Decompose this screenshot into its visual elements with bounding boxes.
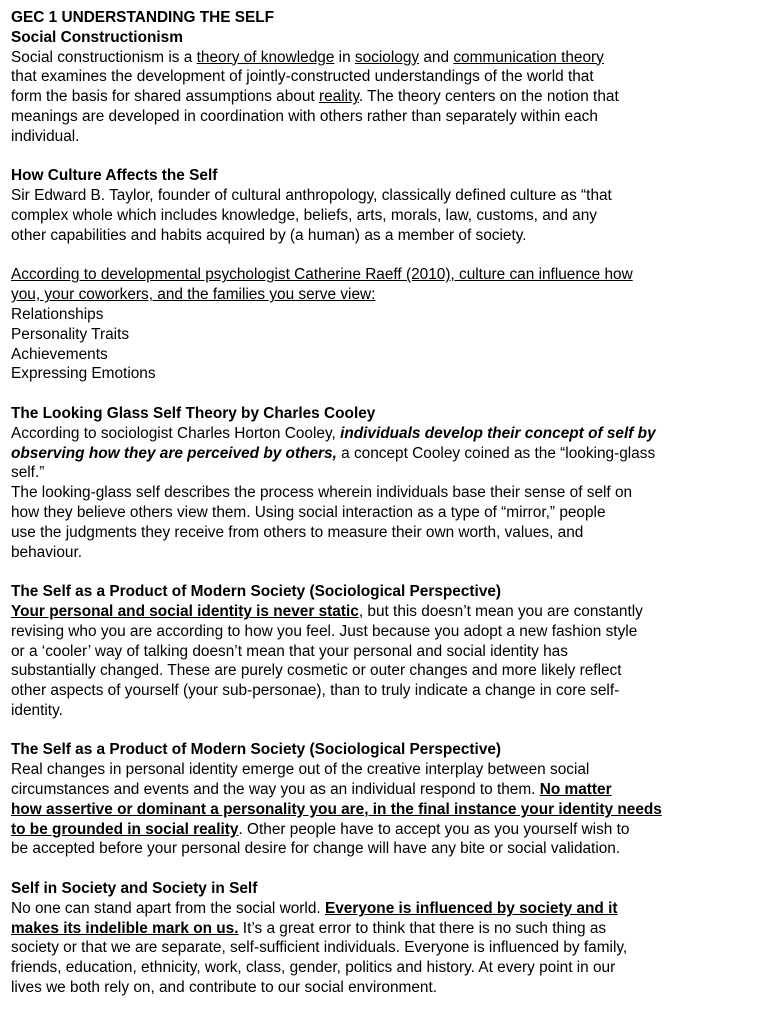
heading-culture-affects-self: How Culture Affects the Self	[11, 167, 218, 185]
emphasis-text: Your personal and social identity is never static	[11, 602, 359, 620]
paragraph-line	[11, 899, 758, 919]
heading-modern-society-2: The Self as a Product of Modern Society (Sociological Perspective)	[11, 741, 502, 759]
paragraph-line	[11, 919, 758, 939]
emphasis-text: observing how they are perceived by others,	[11, 444, 337, 462]
text-run: and	[419, 48, 454, 66]
link-sociology[interactable]: sociology	[354, 48, 420, 66]
text-run: , but this doesn’t mean you are constantly	[358, 602, 643, 620]
paragraph-line: lives we both rely on, and contribute to our social environment.	[11, 979, 438, 997]
emphasis-text: No matter	[539, 781, 612, 799]
text-run: . The theory centers on the notion that	[358, 88, 619, 106]
list-item: Achievements	[11, 345, 108, 363]
paragraph-line: friends, education, ethnicity, work, class, gender, politics and history. At every point in our	[11, 959, 616, 977]
link-reality[interactable]: reality	[318, 88, 359, 106]
emphasis-text: makes its indelible mark on us.	[11, 919, 239, 937]
document-title: GEC 1 UNDERSTANDING THE SELF	[11, 9, 275, 26]
paragraph-line	[11, 602, 758, 622]
paragraph-line: other aspects of yourself (your sub-personae), than to truly indicate a change in core self-	[11, 682, 620, 700]
text-run: a concept Cooley coined as the “looking-glass	[336, 444, 656, 462]
text-run: Social constructionism is a	[11, 48, 197, 66]
text-run: No one can stand apart from the social world.	[11, 899, 325, 917]
paragraph-line: complex whole which includes knowledge, beliefs, arts, morals, law, customs, and any	[11, 206, 597, 224]
text-run: It’s a great error to think that there is no such thing as	[238, 919, 607, 937]
paragraph-line: behaviour.	[11, 543, 83, 561]
paragraph-line: revising who you are according to how you feel. Just because you adopt a new fashion style	[11, 622, 638, 640]
spacer	[11, 246, 758, 266]
emphasis-text: individuals develop their concept of self by	[340, 424, 656, 442]
paragraph-line-underlined: you, your coworkers, and the families you serve view:	[11, 286, 376, 304]
paragraph-line: society or that we are separate, self-sufficient individuals. Everyone is influenced by family,	[11, 939, 628, 957]
heading-looking-glass-self: The Looking Glass Self Theory by Charles Cooley	[11, 404, 376, 422]
spacer	[11, 562, 758, 582]
paragraph-line: Sir Edward B. Taylor, founder of cultural anthropology, classically defined culture as “that	[11, 187, 612, 205]
text-run: in	[334, 48, 355, 66]
emphasis-line: how assertive or dominant a personality you are, in the final instance your identity needs	[11, 800, 662, 818]
paragraph-line: be accepted before your personal desire for change will have any bite or social validation.	[11, 840, 621, 858]
text-run: . Other people have to accept you as you yourself wish to	[238, 820, 630, 838]
link-communication-theory[interactable]: communication theory	[453, 48, 604, 66]
paragraph-line: use the judgments they receive from others to measure their own worth, values, and	[11, 523, 584, 541]
heading-self-in-society: Self in Society and Society in Self	[11, 880, 258, 898]
spacer	[11, 859, 758, 879]
paragraph-line: how they believe others view them. Using social interaction as a type of “mirror,” people	[11, 503, 606, 521]
emphasis-text: to be grounded in social reality	[11, 820, 239, 838]
paragraph-line	[11, 87, 758, 107]
list-item: Personality Traits	[11, 325, 130, 343]
paragraph-line: self.”	[11, 464, 45, 482]
heading-social-constructionism: Social Constructionism	[11, 28, 183, 46]
paragraph-line	[11, 424, 758, 444]
paragraph-line: The looking-glass self describes the process wherein individuals base their sense of self on	[11, 484, 633, 502]
paragraph-line: individual.	[11, 127, 80, 145]
link-theory-of-knowledge[interactable]: theory of knowledge	[196, 48, 335, 66]
spacer	[11, 384, 758, 404]
text-run: circumstances and events and the way you as an individual respond to them.	[11, 781, 540, 799]
spacer	[11, 721, 758, 741]
paragraph-line: other capabilities and habits acquired by (a human) as a member of society.	[11, 226, 527, 244]
paragraph-line: identity.	[11, 701, 63, 719]
paragraph-line	[11, 780, 758, 800]
list-item: Expressing Emotions	[11, 365, 156, 383]
paragraph-line: meanings are developed in coordination with others rather than separately within each	[11, 107, 598, 125]
list-item: Relationships	[11, 305, 104, 323]
paragraph-line: substantially changed. These are purely cosmetic or outer changes and more likely reflect	[11, 662, 622, 680]
paragraph-line: Real changes in personal identity emerge out of the creative interplay between social	[11, 761, 590, 779]
text-run: form the basis for shared assumptions about	[11, 88, 319, 106]
heading-modern-society-1: The Self as a Product of Modern Society (Sociological Perspective)	[11, 583, 502, 601]
emphasis-text: Everyone is influenced by society and it	[324, 899, 618, 917]
paragraph-line	[11, 444, 758, 464]
paragraph-line	[11, 820, 758, 840]
text-run: According to sociologist Charles Horton Cooley,	[11, 424, 341, 442]
paragraph-line	[11, 48, 758, 68]
spacer	[11, 147, 758, 167]
paragraph-line: that examines the development of jointly-constructed understandings of the world that	[11, 68, 594, 86]
paragraph-line-underlined: According to developmental psychologist Catherine Raeff (2010), culture can influence how	[11, 266, 633, 284]
paragraph-line: or a ‘cooler’ way of talking doesn’t mean that your personal and social identity has	[11, 642, 568, 660]
